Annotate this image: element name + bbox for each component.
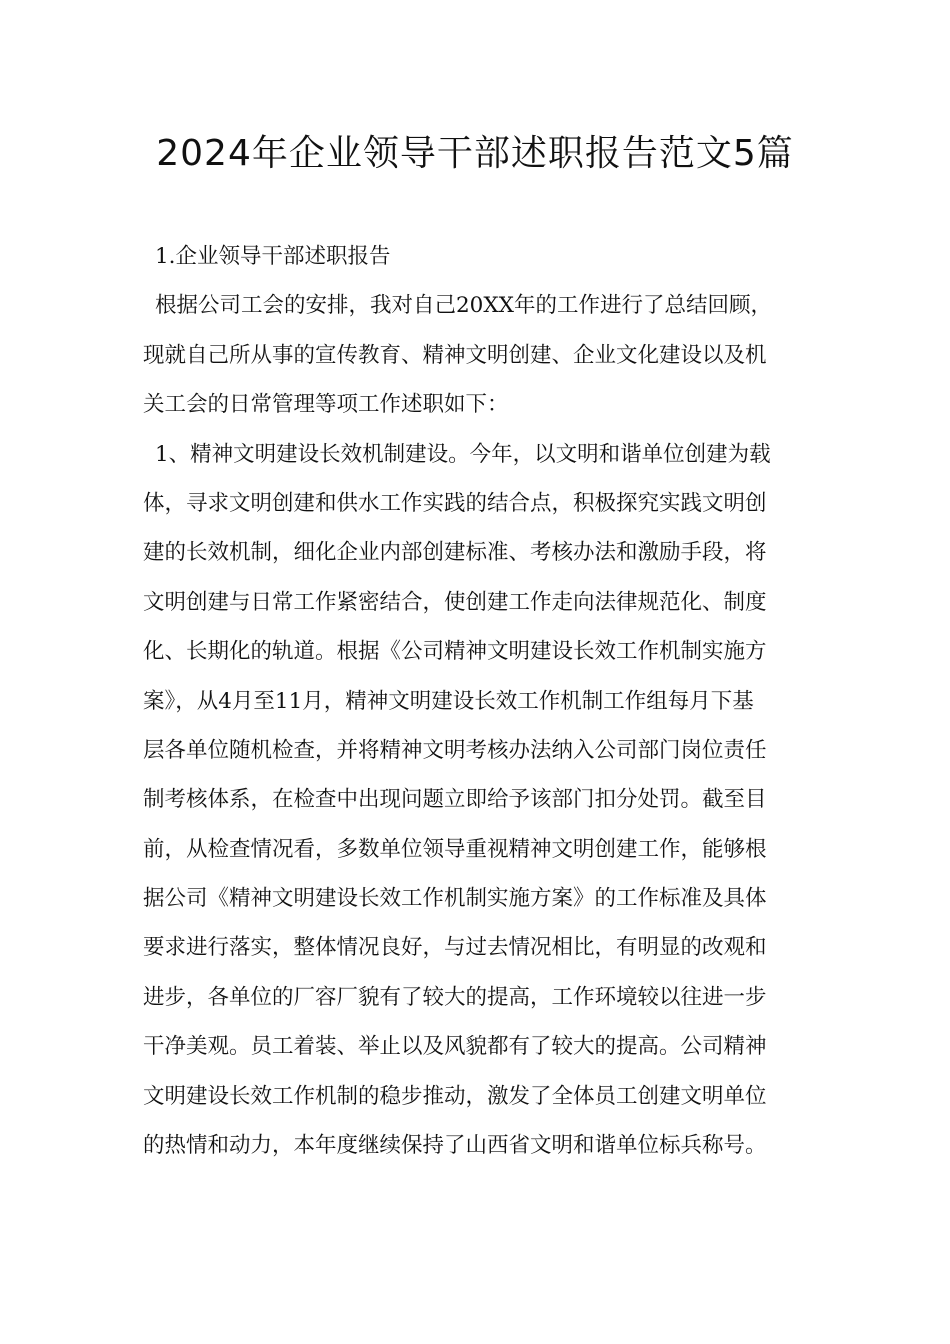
paragraph-line: 层各单位随机检查，并将精神文明考核办法纳入公司部门岗位责任 bbox=[143, 737, 767, 763]
paragraph-line: 干净美观。员工着装、举止以及风貌都有了较大的提高。公司精神 bbox=[143, 1034, 767, 1060]
paragraph-line: 1、精神文明建设长效机制建设。今年，以文明和谐单位创建为载 bbox=[155, 441, 771, 467]
paragraph-line: 文明创建与日常工作紧密结合，使创建工作走向法律规范化、制度 bbox=[143, 589, 767, 615]
paragraph-line: 现就自己所从事的宣传教育、精神文明创建、企业文化建设以及机 bbox=[143, 342, 767, 368]
section-heading: 1.企业领导干部述职报告 bbox=[155, 244, 391, 269]
document-body bbox=[143, 232, 811, 1170]
paragraph-line: 化、长期化的轨道。根据《公司精神文明建设长效工作机制实施方 bbox=[143, 639, 767, 665]
document-title: 2024年企业领导干部述职报告范文5篇 bbox=[156, 133, 794, 174]
paragraph-line: 据公司《精神文明建设长效工作机制实施方案》的工作标准及具体 bbox=[143, 886, 767, 912]
paragraph-line: 要求进行落实，整体情况良好，与过去情况相比，有明显的改观和 bbox=[143, 935, 767, 961]
paragraph-line: 根据公司工会的安排，我对自己20XX年的工作进行了总结回顾， bbox=[155, 293, 772, 319]
paragraph-line: 的热情和动力，本年度继续保持了山西省文明和谐单位标兵称号。 bbox=[143, 1133, 767, 1159]
paragraph-line: 建的长效机制，细化企业内部创建标准、考核办法和激励手段，将 bbox=[143, 540, 767, 566]
paragraph-line: 前，从检查情况看，多数单位领导重视精神文明创建工作，能够根 bbox=[143, 836, 767, 862]
paragraph-line: 体，寻求文明创建和供水工作实践的结合点，积极探究实践文明创 bbox=[143, 490, 767, 516]
paragraph-line: 文明建设长效工作机制的稳步推动，激发了全体员工创建文明单位 bbox=[143, 1083, 767, 1109]
paragraph-line: 进步，各单位的厂容厂貌有了较大的提高，工作环境较以往进一步 bbox=[143, 984, 767, 1010]
paragraph-line: 案》，从4月至11月，精神文明建设长效工作机制工作组每月下基 bbox=[143, 688, 754, 714]
paragraph-line: 关工会的日常管理等项工作述职如下： bbox=[143, 392, 509, 418]
paragraph-line: 制考核体系，在检查中出现问题立即给予该部门扣分处罚。截至目 bbox=[143, 787, 767, 813]
